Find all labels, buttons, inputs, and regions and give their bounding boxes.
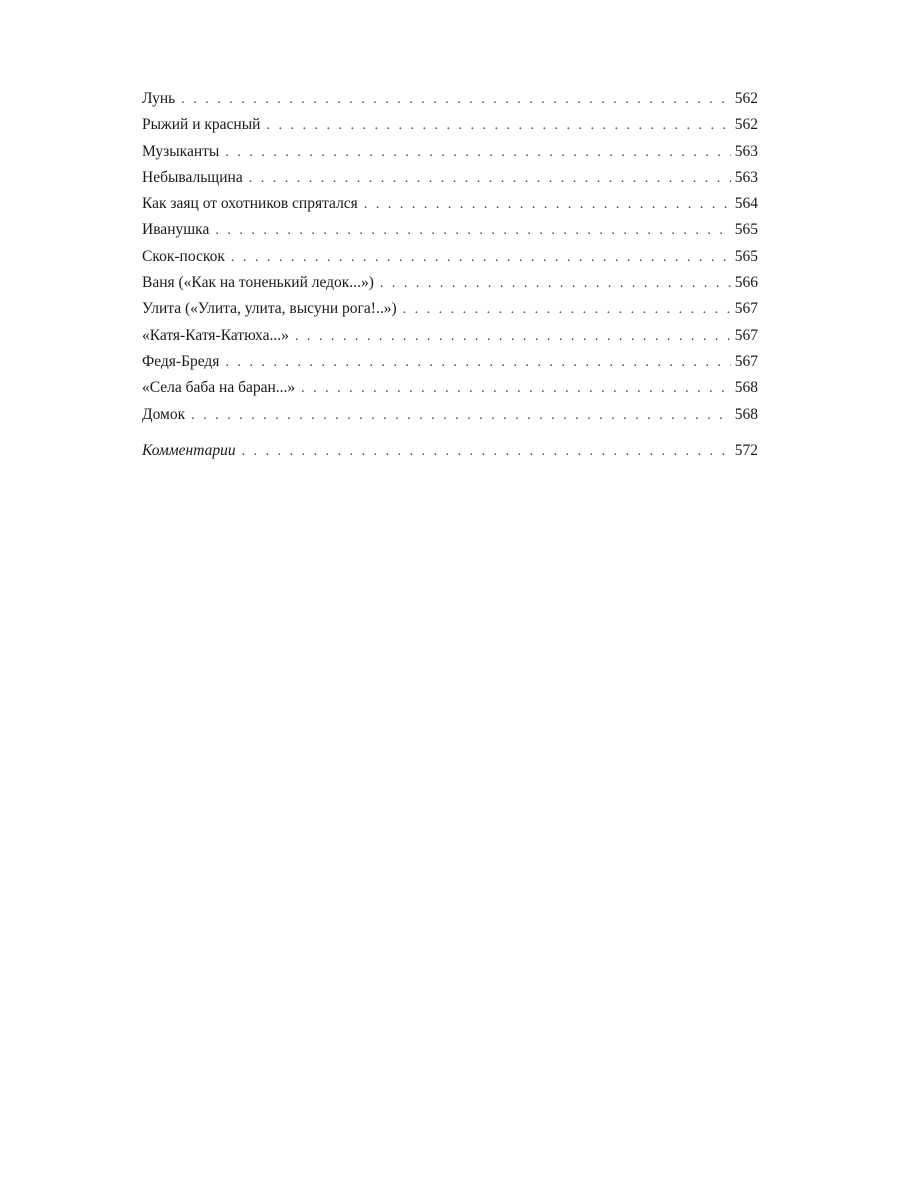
dot-leader (225, 140, 730, 166)
dot-leader (181, 87, 731, 113)
dot-leader (295, 324, 731, 350)
toc-entry[interactable] (142, 191, 758, 217)
toc-entry-title: Ваня («Как на тоненький ледок...») (142, 274, 374, 292)
toc-entry-title: Улита («Улита, улита, высуни рога!..») (142, 300, 397, 318)
dot-leader (191, 403, 731, 429)
dot-leader (364, 192, 731, 218)
toc-entry-title: Федя-Бредя (142, 352, 220, 370)
section-spacer (142, 428, 758, 438)
toc-entry-page: 564 (734, 195, 758, 213)
toc-entry-page: 562 (734, 116, 758, 134)
toc-entry-title: Скок-поскок (142, 247, 225, 265)
toc-entry[interactable] (142, 139, 758, 165)
toc-entry-page: 563 (734, 168, 758, 186)
toc-entry[interactable] (142, 244, 758, 270)
toc-entry-page: 568 (734, 379, 758, 397)
toc-entry-title: «Катя-Катя-Катюха...» (142, 326, 289, 344)
toc-entry[interactable] (142, 86, 758, 112)
toc-entry-title: «Села баба на баран...» (142, 379, 296, 397)
toc-entry-title: Домок (142, 405, 186, 423)
toc-entry-title: Лунь (142, 90, 176, 107)
dot-leader (215, 218, 730, 244)
toc-entry-page: 567 (734, 300, 758, 318)
toc-entry[interactable] (142, 217, 758, 243)
toc-entry-title: Небывальщина (142, 168, 243, 186)
toc-entry[interactable] (142, 270, 758, 296)
dot-leader (242, 439, 731, 465)
toc-entry[interactable] (142, 402, 758, 428)
dot-leader (380, 271, 731, 297)
toc-entry-title: Музыканты (142, 142, 220, 160)
dot-leader (249, 166, 731, 192)
toc-entry[interactable] (142, 349, 758, 375)
toc-entry-page: 572 (734, 441, 758, 459)
toc-entry-page: 567 (734, 326, 758, 344)
dot-leader (225, 350, 730, 376)
toc-entry[interactable] (142, 296, 758, 322)
toc-entry-title: Комментарии (142, 441, 236, 459)
toc-entry[interactable] (142, 112, 758, 138)
dot-leader (403, 297, 731, 323)
toc-entry-page: 566 (734, 274, 758, 292)
toc-entry-commentary[interactable] (142, 438, 758, 464)
toc-entry-page: 565 (734, 221, 758, 239)
toc-entry-page: 567 (734, 352, 758, 370)
dot-leader (301, 376, 731, 402)
toc-entry-page: 568 (734, 405, 758, 423)
toc-entry-page: 563 (734, 142, 758, 160)
dot-leader (266, 113, 730, 139)
toc-entry-title: Рыжий и красный (142, 116, 261, 134)
table-of-contents (142, 86, 758, 464)
toc-entry-page: 565 (734, 247, 758, 265)
dot-leader (231, 245, 731, 271)
toc-entry-title: Как заяц от охотников спрятался (142, 195, 358, 213)
toc-entry[interactable] (142, 165, 758, 191)
toc-entry[interactable] (142, 375, 758, 401)
toc-entry-page: 562 (734, 90, 758, 107)
toc-entry[interactable] (142, 323, 758, 349)
toc-entry-title: Иванушка (142, 221, 210, 239)
